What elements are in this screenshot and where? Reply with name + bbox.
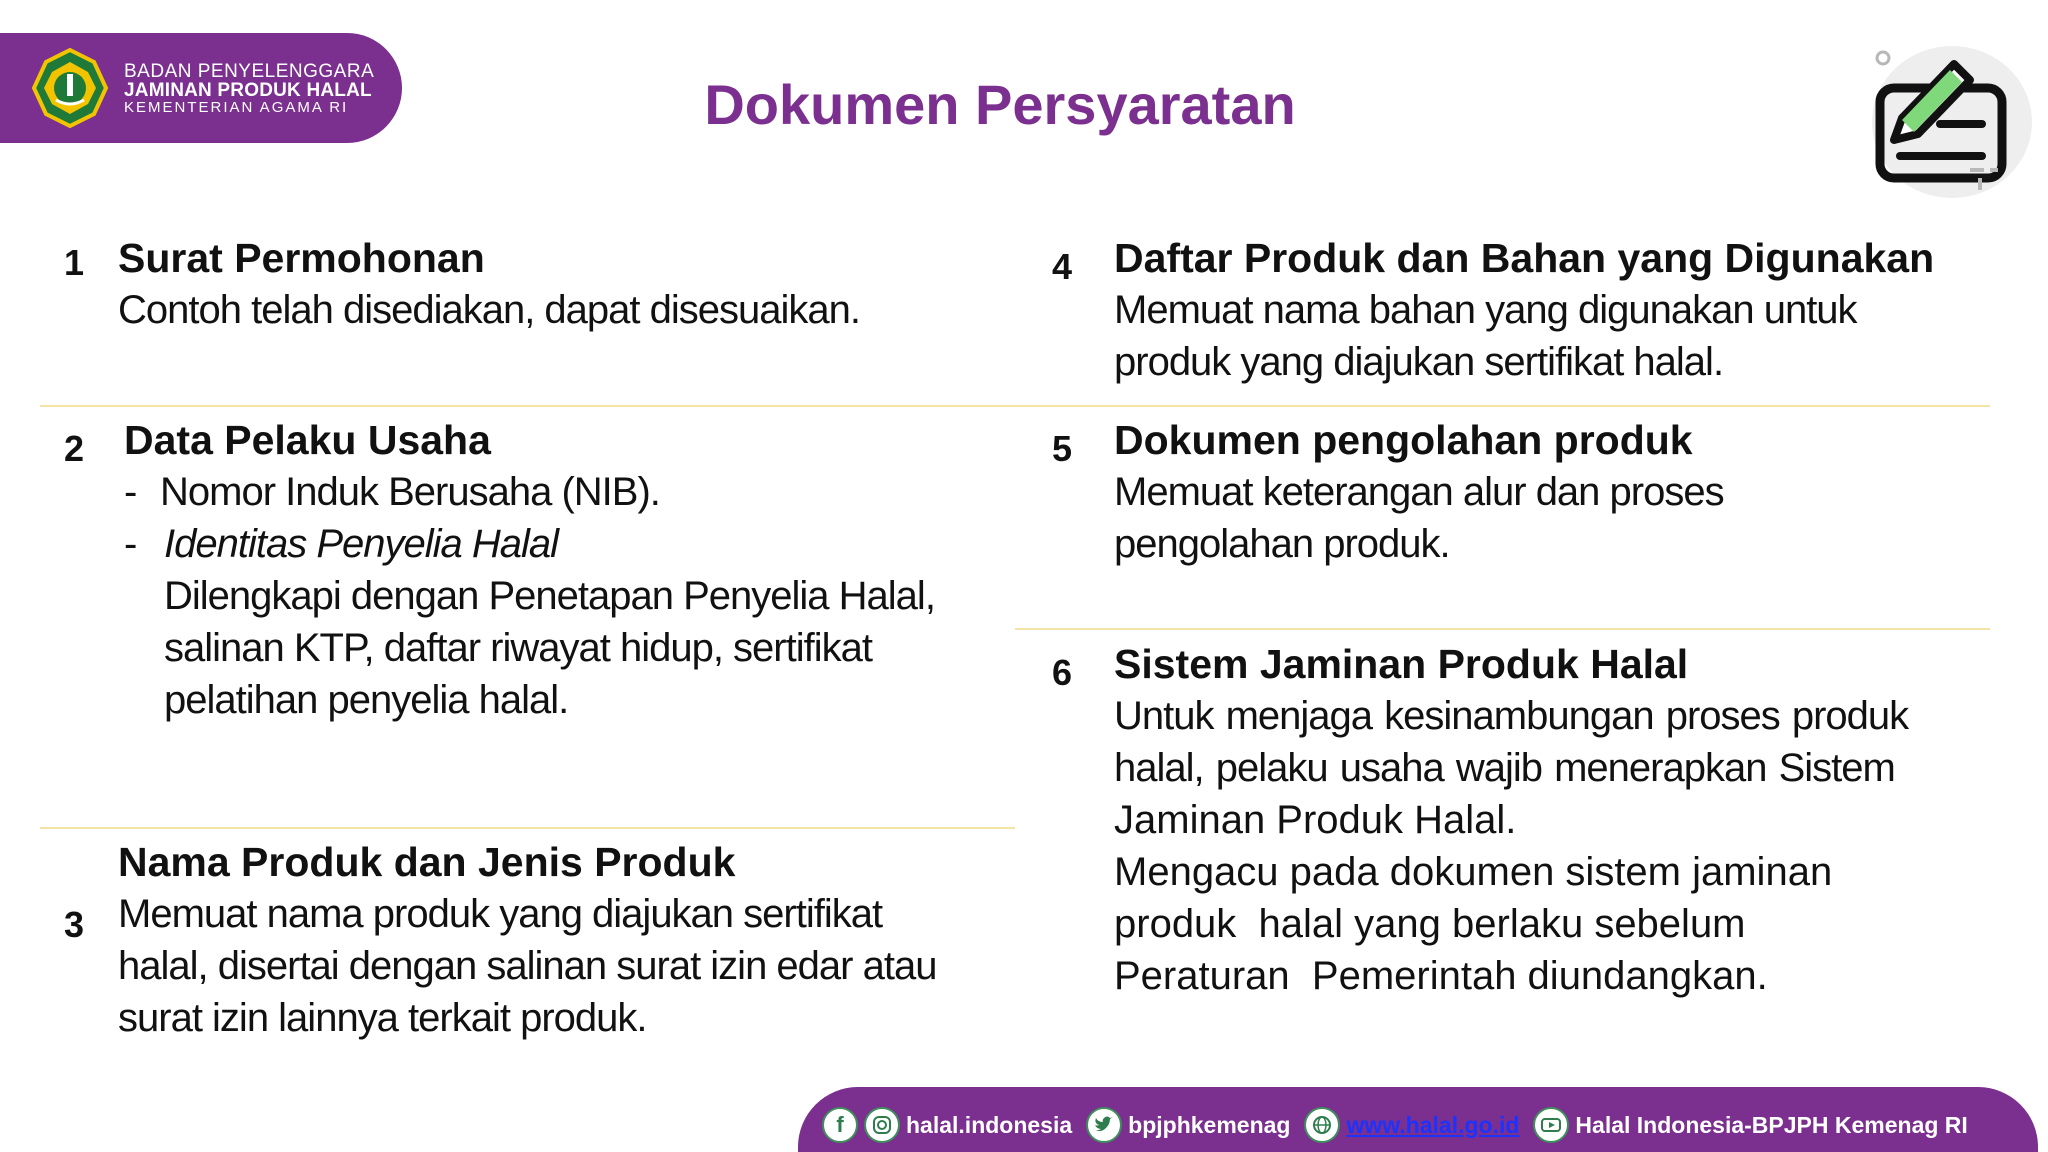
requirement-item-4 <box>1052 232 2012 388</box>
item-bullet: - Identitas Penyelia Halal <box>124 522 559 566</box>
youtube-icon <box>1533 1107 1569 1143</box>
item-desc-line: Mengacu pada dokumen sistem jaminan <box>1114 850 1833 894</box>
item-number: 5 <box>1052 428 1073 469</box>
requirement-item-3 <box>64 836 1004 1044</box>
requirement-item-1 <box>64 232 1004 336</box>
footer-links <box>822 1107 1982 1143</box>
org-name-line2: JAMINAN PRODUK HALAL <box>124 79 372 101</box>
requirement-item-2 <box>64 414 1004 726</box>
item-number: 4 <box>1052 246 1073 287</box>
item-desc-line: Dilengkapi dengan Penetapan Penyelia Halal, <box>164 574 935 618</box>
website-url: www.halal.go.id <box>1346 1111 1520 1138</box>
requirement-item-6 <box>1052 638 2012 1002</box>
item-title: Data Pelaku Usaha <box>124 417 491 463</box>
item-bullet-text: Identitas Penyelia Halal <box>164 522 559 566</box>
item-desc-line: halal, pelaku usaha wajib menerapkan Sistem <box>1114 746 1895 790</box>
item-desc-line: Contoh telah disediakan, dapat disesuaikan. <box>118 288 860 332</box>
item-desc-line: produk yang diajukan sertifikat halal. <box>1114 340 1724 384</box>
item-title: Surat Permohonan <box>118 235 485 281</box>
item-desc-line: pengolahan produk. <box>1114 522 1450 566</box>
item-desc-line: salinan KTP, daftar riwayat hidup, sertifikat <box>164 626 872 670</box>
separator <box>40 827 1015 829</box>
item-title: Daftar Produk dan Bahan yang Digunakan <box>1114 235 1935 281</box>
item-title: Sistem Jaminan Produk Halal <box>1114 641 1689 687</box>
document-pen-icon <box>1850 40 2035 200</box>
item-desc-line: halal, disertai dengan salinan surat izin edar atau <box>118 944 937 988</box>
twitter-handle: bpjphkemenag <box>1128 1111 1291 1138</box>
org-name <box>124 62 374 115</box>
item-number: 6 <box>1052 652 1073 693</box>
page-title: Dokumen Persyaratan <box>704 73 1296 136</box>
item-desc-line: surat izin lainnya terkait produk. <box>118 996 647 1040</box>
facebook-icon[interactable]: f <box>822 1107 858 1143</box>
separator <box>40 405 1990 407</box>
item-title: Dokumen pengolahan produk <box>1114 417 1693 463</box>
item-desc-line: Peraturan Pemerintah diundangkan. <box>1114 954 1768 998</box>
item-desc-line: Jaminan Produk Halal. <box>1114 798 1517 842</box>
separator <box>1015 628 1990 630</box>
item-number: 1 <box>64 242 85 283</box>
item-bullet-text: Nomor Induk Berusaha (NIB). <box>160 470 660 514</box>
youtube-channel: Halal Indonesia-BPJPH Kemenag RI <box>1575 1111 1968 1138</box>
item-desc-line: Memuat nama produk yang diajukan sertifikat <box>118 892 883 936</box>
twitter-link[interactable] <box>1086 1107 1290 1143</box>
item-bullet: - Nomor Induk Berusaha (NIB). <box>124 470 660 514</box>
kemenag-emblem-icon <box>30 48 110 128</box>
item-number: 2 <box>64 428 85 469</box>
youtube-link[interactable] <box>1533 1107 1967 1143</box>
item-desc-line: Memuat nama bahan yang digunakan untuk <box>1114 288 1857 332</box>
item-desc-line: pelatihan penyelia halal. <box>164 678 569 722</box>
item-desc-line: Memuat keterangan alur dan proses <box>1114 470 1724 514</box>
instagram-handle: halal.indonesia <box>906 1111 1073 1138</box>
org-name-line1: BADAN PENYELENGGARA <box>124 60 375 82</box>
org-logo-banner <box>0 33 402 143</box>
twitter-icon <box>1086 1107 1122 1143</box>
item-desc-line: Untuk menjaga kesinambungan proses produk <box>1114 694 1909 738</box>
instagram-link[interactable] <box>864 1107 1072 1143</box>
website-link[interactable] <box>1304 1107 1519 1143</box>
item-title: Nama Produk dan Jenis Produk <box>118 839 736 885</box>
item-number: 3 <box>64 904 85 945</box>
globe-icon <box>1304 1107 1340 1143</box>
requirement-item-5 <box>1052 414 2012 570</box>
item-desc-line: produk halal yang berlaku sebelum <box>1114 902 1746 946</box>
instagram-icon <box>864 1107 900 1143</box>
org-name-line3: KEMENTERIAN AGAMA RI <box>124 98 349 116</box>
footer-social-bar <box>798 1087 2038 1152</box>
